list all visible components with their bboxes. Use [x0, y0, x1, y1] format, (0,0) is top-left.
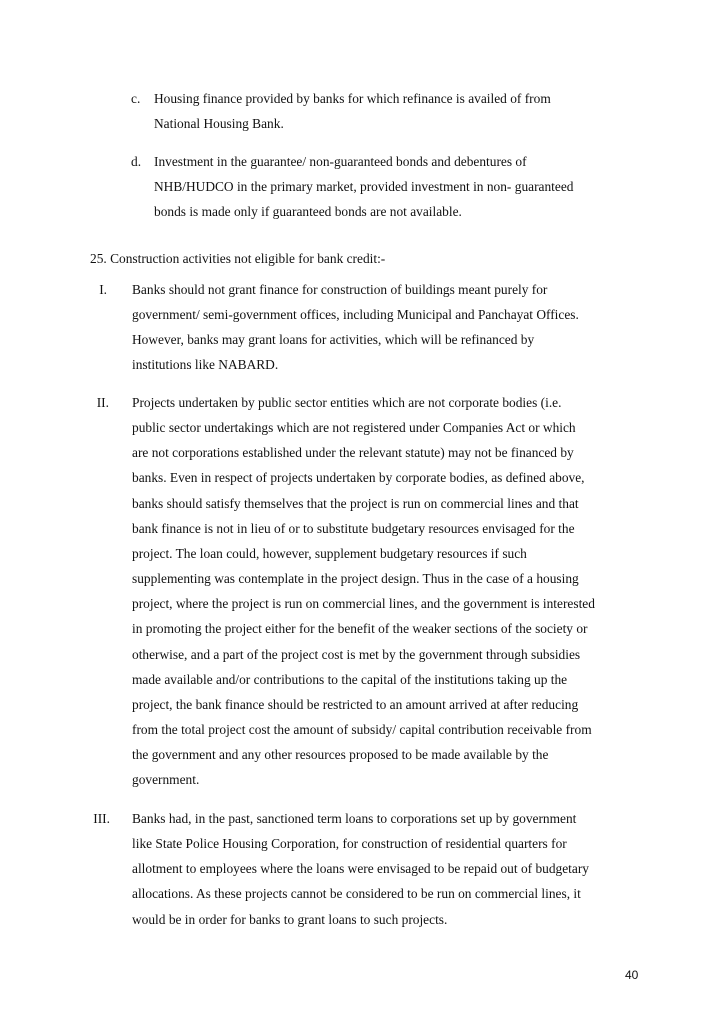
list-marker: III.: [93, 811, 110, 826]
text-line: otherwise, and a part of the project cost is met by the government through subsidies: [132, 646, 581, 662]
list-item-text: [154, 86, 651, 136]
text-line: Banks had, in the past, sanctioned term loans to corporations set up by government: [132, 811, 577, 826]
text-line: project. The loan could, however, supplement budgetary resources if such: [132, 545, 527, 561]
text-line: supplementing was contemplate in the project design. Thus in the case of a housing: [132, 571, 579, 587]
text-line: project, where the project is run on commercial lines, and the government is interested: [132, 596, 595, 612]
text-line: made available and/or contributions to the capital of the institutions taking up the: [132, 671, 568, 687]
text-line: bank finance is not in lieu of or to substitute budgetary resources envisaged for the: [132, 520, 575, 536]
text-line: However, banks may grant loans for activities, which will be refinanced by: [132, 332, 535, 348]
page-number: 40: [625, 968, 639, 982]
text-line: Investment in the guarantee/ non-guaranteed bonds and debentures of: [154, 154, 527, 169]
list-item-text: [132, 277, 646, 378]
text-line: from the total project cost the amount of subsidy/ capital contribution receivable from: [132, 722, 592, 738]
text-line: government/ semi-government offices, including Municipal and Panchayat Offices.: [132, 307, 579, 323]
list-marker: II.: [96, 395, 109, 410]
list-marker: d.: [131, 154, 142, 169]
text-line: Banks should not grant finance for construction of buildings meant purely for: [132, 282, 548, 297]
text-line: Projects undertaken by public sector entities which are not corporate bodies (i.e.: [132, 395, 562, 410]
list-item-d: [131, 149, 651, 224]
list-item-text: [132, 390, 646, 793]
list-item-text: [154, 149, 651, 224]
text-line: Housing finance provided by banks for which refinance is availed of from: [154, 91, 551, 106]
list-item-text: [132, 806, 646, 932]
text-line: allotment to employees where the loans were envisaged to be repaid out of budgetary: [132, 861, 589, 877]
text-line: banks. Even in respect of projects undertaken by corporate bodies, as defined above,: [132, 470, 585, 486]
text-line: institutions like NABARD.: [132, 357, 279, 373]
list-item-roman-1: [86, 277, 646, 378]
text-line: National Housing Bank.: [154, 116, 284, 131]
list-marker: c.: [131, 91, 141, 106]
section-heading: 25. Construction activities not eligible for bank credit:-: [90, 251, 386, 266]
text-line: in promoting the project either for the benefit of the weaker sections of the society or: [132, 621, 588, 637]
list-item-roman-2: [86, 390, 646, 793]
text-line: banks should satisfy themselves that the project is run on commercial lines and that: [132, 495, 579, 511]
list-item-c: [131, 86, 651, 136]
text-line: project, the bank finance should be restricted to an amount arrived at after reducing: [132, 696, 579, 712]
text-line: government.: [132, 772, 200, 788]
text-line: allocations. As these projects cannot be considered to be run on commercial lines, it: [132, 886, 581, 902]
text-line: NHB/HUDCO in the primary market, provided investment in non- guaranteed: [154, 179, 574, 194]
text-line: are not corporations established under the relevant statute) may not be financed by: [132, 445, 574, 461]
text-line: public sector undertakings which are not registered under Companies Act or which: [132, 420, 576, 436]
text-line: would be in order for banks to grant loans to such projects.: [132, 911, 448, 927]
list-item-roman-3: [86, 806, 646, 932]
text-line: the government and any other resources proposed to be made available by the: [132, 747, 549, 763]
text-line: bonds is made only if guaranteed bonds are not available.: [154, 204, 462, 219]
list-marker: I.: [99, 282, 107, 297]
text-line: like State Police Housing Corporation, for construction of residential quarters for: [132, 836, 567, 852]
